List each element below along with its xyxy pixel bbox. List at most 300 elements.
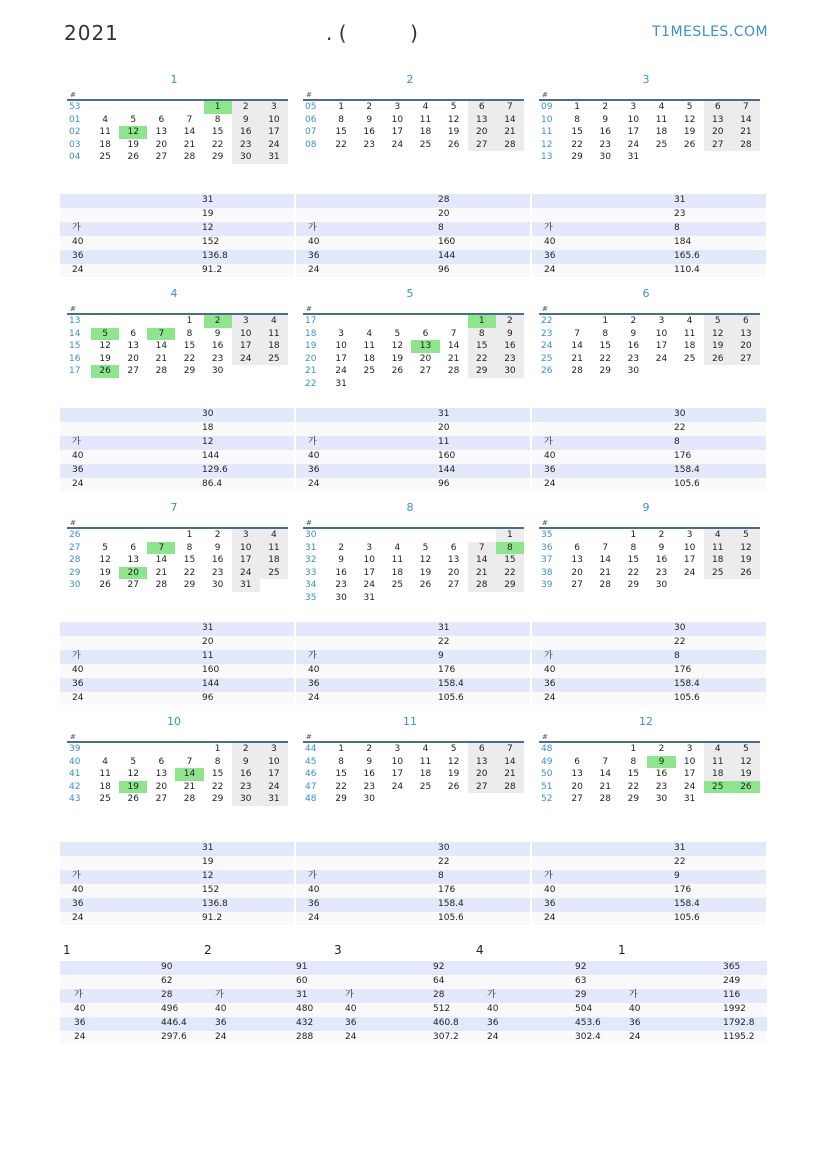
day-cell[interactable]: 2 xyxy=(658,744,665,754)
day-cell[interactable]: 9 xyxy=(232,756,260,769)
day-cell[interactable]: 12 xyxy=(127,769,139,780)
day-cell[interactable]: 16 xyxy=(211,341,224,352)
day-cell[interactable]: 30 xyxy=(232,793,260,806)
day-cell[interactable]: 26 xyxy=(683,139,696,150)
day-cell[interactable]: 23 xyxy=(363,781,375,792)
day-cell[interactable]: 15 xyxy=(211,127,224,138)
day-cell[interactable]: 14 xyxy=(175,768,203,781)
day-cell[interactable]: 9 xyxy=(232,114,260,127)
day-cell[interactable]: 18 xyxy=(683,341,696,352)
day-cell[interactable]: 18 xyxy=(260,554,288,567)
day-cell[interactable]: 22 xyxy=(599,353,611,364)
day-cell[interactable]: 25 xyxy=(260,353,288,366)
day-cell[interactable]: 4 xyxy=(102,114,108,125)
day-cell[interactable]: 26 xyxy=(447,781,460,792)
day-cell[interactable]: 3 xyxy=(686,744,693,754)
day-cell[interactable]: 16 xyxy=(232,768,260,781)
day-cell[interactable]: 12 xyxy=(447,114,460,125)
day-cell[interactable]: 6 xyxy=(130,328,137,339)
day-cell[interactable]: 7 xyxy=(602,542,609,553)
day-cell[interactable]: 10 xyxy=(260,114,288,127)
day-cell[interactable]: 8 xyxy=(574,114,580,125)
day-cell[interactable]: 1 xyxy=(186,316,193,326)
day-cell[interactable]: 7 xyxy=(496,100,524,114)
day-cell[interactable]: 30 xyxy=(335,592,347,603)
day-cell[interactable]: 27 xyxy=(468,139,496,152)
day-cell[interactable]: 5 xyxy=(450,102,457,112)
day-cell[interactable]: 15 xyxy=(627,555,640,566)
day-cell[interactable]: 7 xyxy=(147,328,175,341)
day-cell[interactable]: 20 xyxy=(419,353,432,364)
day-cell[interactable]: 4 xyxy=(394,542,401,553)
day-cell[interactable]: 15 xyxy=(183,555,196,566)
day-cell[interactable]: 26 xyxy=(732,567,760,580)
day-cell[interactable]: 17 xyxy=(655,341,668,352)
day-cell[interactable]: 30 xyxy=(655,580,668,591)
day-cell[interactable]: 13 xyxy=(127,555,139,566)
day-cell[interactable]: 28 xyxy=(183,794,196,805)
day-cell[interactable]: 10 xyxy=(391,756,404,767)
day-cell[interactable]: 24 xyxy=(232,567,260,580)
day-cell[interactable]: 25 xyxy=(363,366,375,377)
day-cell[interactable]: 14 xyxy=(183,127,196,138)
day-cell[interactable]: 21 xyxy=(155,353,168,364)
day-cell[interactable]: 24 xyxy=(683,781,696,792)
day-cell[interactable]: 29 xyxy=(468,365,496,378)
day-cell[interactable]: 10 xyxy=(335,341,347,352)
day-cell[interactable]: 14 xyxy=(155,341,168,352)
day-cell[interactable]: 4 xyxy=(422,744,429,754)
day-cell[interactable]: 31 xyxy=(335,378,347,389)
day-cell[interactable]: 9 xyxy=(630,328,637,339)
day-cell[interactable]: 7 xyxy=(450,328,457,339)
day-cell[interactable]: 9 xyxy=(366,114,373,125)
day-cell[interactable]: 7 xyxy=(186,114,193,125)
day-cell[interactable]: 13 xyxy=(447,555,460,566)
day-cell[interactable]: 1 xyxy=(338,744,344,754)
day-cell[interactable]: 8 xyxy=(186,328,193,339)
day-cell[interactable]: 13 xyxy=(468,756,496,769)
day-cell[interactable]: 16 xyxy=(232,126,260,139)
day-cell[interactable]: 4 xyxy=(102,756,108,767)
day-cell[interactable]: 7 xyxy=(732,100,760,114)
day-cell[interactable]: 3 xyxy=(232,314,260,328)
day-cell[interactable]: 19 xyxy=(732,554,760,567)
day-cell[interactable]: 25 xyxy=(704,567,732,580)
day-cell[interactable]: 3 xyxy=(338,328,344,339)
day-cell[interactable]: 27 xyxy=(571,794,583,805)
day-cell[interactable]: 13 xyxy=(155,769,168,780)
day-cell[interactable]: 27 xyxy=(127,366,139,377)
day-cell[interactable]: 31 xyxy=(232,579,260,592)
day-cell[interactable]: 8 xyxy=(630,542,637,553)
day-cell[interactable]: 7 xyxy=(574,328,580,339)
day-cell[interactable]: 21 xyxy=(732,126,760,139)
day-cell[interactable]: 14 xyxy=(468,554,496,567)
day-cell[interactable]: 2 xyxy=(232,100,260,114)
day-cell[interactable]: 7 xyxy=(468,542,496,555)
day-cell[interactable]: 14 xyxy=(496,114,524,127)
day-cell[interactable]: 10 xyxy=(232,328,260,341)
day-cell[interactable]: 16 xyxy=(335,567,347,578)
day-cell[interactable]: 24 xyxy=(655,353,668,364)
day-cell[interactable]: 22 xyxy=(335,781,347,792)
day-cell[interactable]: 10 xyxy=(655,328,668,339)
day-cell[interactable]: 31 xyxy=(260,793,288,806)
day-cell[interactable]: 19 xyxy=(391,353,404,364)
day-cell[interactable]: 20 xyxy=(155,781,168,792)
day-cell[interactable]: 22 xyxy=(627,567,640,578)
day-cell[interactable]: 19 xyxy=(127,139,139,150)
day-cell[interactable]: 18 xyxy=(419,127,432,138)
day-cell[interactable]: 17 xyxy=(260,768,288,781)
day-cell[interactable]: 19 xyxy=(99,567,111,578)
day-cell[interactable]: 26 xyxy=(732,781,760,794)
day-cell[interactable]: 12 xyxy=(732,756,760,769)
day-cell[interactable]: 24 xyxy=(627,139,640,150)
day-cell[interactable]: 7 xyxy=(496,742,524,756)
day-cell[interactable]: 1 xyxy=(630,744,637,754)
day-cell[interactable]: 27 xyxy=(155,152,168,163)
day-cell[interactable]: 23 xyxy=(232,139,260,152)
day-cell[interactable]: 15 xyxy=(335,127,347,138)
day-cell[interactable]: 15 xyxy=(496,554,524,567)
day-cell[interactable]: 12 xyxy=(704,328,732,341)
day-cell[interactable]: 29 xyxy=(599,366,611,377)
day-cell[interactable]: 12 xyxy=(732,542,760,555)
day-cell[interactable]: 8 xyxy=(186,542,193,553)
day-cell[interactable]: 18 xyxy=(704,554,732,567)
day-cell[interactable]: 23 xyxy=(211,567,224,578)
day-cell[interactable]: 28 xyxy=(571,366,583,377)
day-cell[interactable]: 3 xyxy=(260,742,288,756)
day-cell[interactable]: 28 xyxy=(732,139,760,152)
day-cell[interactable]: 17 xyxy=(391,127,404,138)
day-cell[interactable]: 27 xyxy=(447,580,460,591)
day-cell[interactable]: 27 xyxy=(732,353,760,366)
day-cell[interactable]: 27 xyxy=(704,139,732,152)
day-cell[interactable]: 18 xyxy=(704,768,732,781)
day-cell[interactable]: 26 xyxy=(127,794,139,805)
day-cell[interactable]: 12 xyxy=(391,341,404,352)
day-cell[interactable]: 17 xyxy=(363,567,375,578)
day-cell[interactable]: 3 xyxy=(394,744,401,754)
day-cell[interactable]: 29 xyxy=(571,152,583,163)
day-cell[interactable]: 20 xyxy=(127,353,139,364)
day-cell[interactable]: 24 xyxy=(260,139,288,152)
day-cell[interactable]: 5 xyxy=(732,742,760,756)
day-cell[interactable]: 6 xyxy=(732,314,760,328)
day-cell[interactable]: 4 xyxy=(260,314,288,328)
day-cell[interactable]: 25 xyxy=(419,781,432,792)
day-cell[interactable]: 10 xyxy=(627,114,640,125)
day-cell[interactable]: 28 xyxy=(468,579,496,592)
day-cell[interactable]: 29 xyxy=(627,580,640,591)
day-cell[interactable]: 21 xyxy=(496,126,524,139)
day-cell[interactable]: 18 xyxy=(655,127,668,138)
day-cell[interactable]: 11 xyxy=(260,328,288,341)
day-cell[interactable]: 21 xyxy=(599,781,611,792)
day-cell[interactable]: 16 xyxy=(655,769,668,780)
day-cell[interactable]: 9 xyxy=(214,542,221,553)
day-cell[interactable]: 10 xyxy=(232,542,260,555)
day-cell[interactable]: 7 xyxy=(147,542,175,555)
day-cell[interactable]: 20 xyxy=(155,139,168,150)
day-cell[interactable]: 11 xyxy=(260,542,288,555)
day-cell[interactable]: 24 xyxy=(260,781,288,794)
day-cell[interactable]: 26 xyxy=(419,580,432,591)
day-cell[interactable]: 4 xyxy=(704,528,732,542)
day-cell[interactable]: 5 xyxy=(732,528,760,542)
day-cell[interactable]: 16 xyxy=(496,340,524,353)
day-cell[interactable]: 15 xyxy=(599,341,611,352)
day-cell[interactable]: 18 xyxy=(99,139,111,150)
day-cell[interactable]: 15 xyxy=(468,340,496,353)
day-cell[interactable]: 22 xyxy=(211,781,224,792)
day-cell[interactable]: 13 xyxy=(127,341,139,352)
day-cell[interactable]: 5 xyxy=(686,102,693,112)
day-cell[interactable]: 24 xyxy=(391,139,404,150)
day-cell[interactable]: 25 xyxy=(419,139,432,150)
day-cell[interactable]: 29 xyxy=(335,794,347,805)
day-cell[interactable]: 28 xyxy=(155,580,168,591)
day-cell[interactable]: 12 xyxy=(419,555,432,566)
day-cell[interactable]: 5 xyxy=(91,328,119,341)
day-cell[interactable]: 11 xyxy=(99,127,111,138)
day-cell[interactable]: 29 xyxy=(211,794,224,805)
day-cell[interactable]: 11 xyxy=(655,114,668,125)
day-cell[interactable]: 30 xyxy=(363,794,375,805)
day-cell[interactable]: 20 xyxy=(119,567,147,580)
day-cell[interactable]: 26 xyxy=(391,366,404,377)
day-cell[interactable]: 23 xyxy=(335,580,347,591)
day-cell[interactable]: 29 xyxy=(211,152,224,163)
day-cell[interactable]: 2 xyxy=(232,742,260,756)
day-cell[interactable]: 4 xyxy=(704,742,732,756)
day-cell[interactable]: 8 xyxy=(338,756,344,767)
day-cell[interactable]: 18 xyxy=(391,567,404,578)
day-cell[interactable]: 6 xyxy=(574,542,580,553)
day-cell[interactable]: 18 xyxy=(363,353,375,364)
day-cell[interactable]: 10 xyxy=(683,756,696,767)
day-cell[interactable]: 22 xyxy=(627,781,640,792)
day-cell[interactable]: 31 xyxy=(363,592,375,603)
day-cell[interactable]: 6 xyxy=(468,100,496,114)
day-cell[interactable]: 6 xyxy=(450,542,457,553)
day-cell[interactable]: 12 xyxy=(99,341,111,352)
day-cell[interactable]: 19 xyxy=(419,567,432,578)
day-cell[interactable]: 2 xyxy=(630,316,637,326)
day-cell[interactable]: 25 xyxy=(704,781,732,794)
day-cell[interactable]: 16 xyxy=(627,341,640,352)
day-cell[interactable]: 1 xyxy=(468,314,496,328)
day-cell[interactable]: 8 xyxy=(630,756,637,767)
day-cell[interactable]: 5 xyxy=(704,314,732,328)
day-cell[interactable]: 22 xyxy=(335,139,347,150)
day-cell[interactable]: 24 xyxy=(335,366,347,377)
day-cell[interactable]: 9 xyxy=(496,328,524,341)
day-cell[interactable]: 26 xyxy=(704,353,732,366)
day-cell[interactable]: 21 xyxy=(155,567,168,578)
day-cell[interactable]: 31 xyxy=(683,794,696,805)
day-cell[interactable]: 26 xyxy=(447,139,460,150)
day-cell[interactable]: 1 xyxy=(630,530,637,540)
day-cell[interactable]: 29 xyxy=(496,579,524,592)
day-cell[interactable]: 5 xyxy=(394,328,401,339)
day-cell[interactable]: 1 xyxy=(496,528,524,542)
day-cell[interactable]: 1 xyxy=(186,530,193,540)
day-cell[interactable]: 8 xyxy=(602,328,609,339)
day-cell[interactable]: 2 xyxy=(366,744,373,754)
day-cell[interactable]: 21 xyxy=(496,768,524,781)
day-cell[interactable]: 23 xyxy=(655,781,668,792)
day-cell[interactable]: 21 xyxy=(468,567,496,580)
day-cell[interactable]: 11 xyxy=(99,769,111,780)
day-cell[interactable]: 22 xyxy=(183,353,196,364)
day-cell[interactable]: 20 xyxy=(571,781,583,792)
day-cell[interactable]: 25 xyxy=(391,580,404,591)
day-cell[interactable]: 24 xyxy=(363,580,375,591)
day-cell[interactable]: 15 xyxy=(335,769,347,780)
day-cell[interactable]: 13 xyxy=(571,555,583,566)
day-cell[interactable]: 9 xyxy=(214,328,221,339)
day-cell[interactable]: 9 xyxy=(338,555,344,566)
day-cell[interactable]: 20 xyxy=(468,126,496,139)
day-cell[interactable]: 28 xyxy=(599,794,611,805)
day-cell[interactable]: 22 xyxy=(211,139,224,150)
day-cell[interactable]: 30 xyxy=(627,366,640,377)
day-cell[interactable]: 1 xyxy=(574,102,580,112)
day-cell[interactable]: 25 xyxy=(99,794,111,805)
day-cell[interactable]: 24 xyxy=(232,353,260,366)
day-cell[interactable]: 15 xyxy=(627,769,640,780)
day-cell[interactable]: 17 xyxy=(335,353,347,364)
day-cell[interactable]: 18 xyxy=(99,781,111,792)
day-cell[interactable]: 21 xyxy=(183,781,196,792)
day-cell[interactable]: 3 xyxy=(394,102,401,112)
day-cell[interactable]: 4 xyxy=(260,528,288,542)
day-cell[interactable]: 10 xyxy=(260,756,288,769)
day-cell[interactable]: 26 xyxy=(127,152,139,163)
day-cell[interactable]: 2 xyxy=(338,542,344,553)
day-cell[interactable]: 13 xyxy=(155,127,168,138)
day-cell[interactable]: 21 xyxy=(447,353,460,364)
day-cell[interactable]: 6 xyxy=(704,100,732,114)
day-cell[interactable]: 11 xyxy=(363,341,375,352)
day-cell[interactable]: 22 xyxy=(571,139,583,150)
day-cell[interactable]: 17 xyxy=(627,127,640,138)
day-cell[interactable]: 1 xyxy=(602,316,609,326)
day-cell[interactable]: 19 xyxy=(704,340,732,353)
site-logo[interactable]: T1MESLES.COM xyxy=(652,24,769,40)
day-cell[interactable]: 11 xyxy=(704,542,732,555)
day-cell[interactable]: 20 xyxy=(732,340,760,353)
day-cell[interactable]: 30 xyxy=(211,366,224,377)
day-cell[interactable]: 20 xyxy=(571,567,583,578)
day-cell[interactable]: 26 xyxy=(99,580,111,591)
day-cell[interactable]: 11 xyxy=(704,756,732,769)
day-cell[interactable]: 22 xyxy=(468,353,496,366)
day-cell[interactable]: 3 xyxy=(232,528,260,542)
day-cell[interactable]: 1 xyxy=(338,102,344,112)
day-cell[interactable]: 27 xyxy=(571,580,583,591)
day-cell[interactable]: 19 xyxy=(683,127,696,138)
day-cell[interactable]: 8 xyxy=(214,114,221,125)
day-cell[interactable]: 7 xyxy=(602,756,609,767)
day-cell[interactable]: 12 xyxy=(119,126,147,139)
day-cell[interactable]: 14 xyxy=(599,555,611,566)
day-cell[interactable]: 22 xyxy=(496,567,524,580)
day-cell[interactable]: 4 xyxy=(422,102,429,112)
day-cell[interactable]: 14 xyxy=(155,555,168,566)
day-cell[interactable]: 30 xyxy=(211,580,224,591)
day-cell[interactable]: 20 xyxy=(704,126,732,139)
day-cell[interactable]: 19 xyxy=(732,768,760,781)
day-cell[interactable]: 5 xyxy=(422,542,429,553)
day-cell[interactable]: 2 xyxy=(602,102,609,112)
day-cell[interactable]: 17 xyxy=(391,769,404,780)
day-cell[interactable]: 28 xyxy=(183,152,196,163)
day-cell[interactable]: 27 xyxy=(468,781,496,794)
day-cell[interactable]: 14 xyxy=(496,756,524,769)
day-cell[interactable]: 1 xyxy=(204,100,232,114)
day-cell[interactable]: 9 xyxy=(602,114,609,125)
day-cell[interactable]: 18 xyxy=(419,769,432,780)
day-cell[interactable]: 16 xyxy=(363,769,375,780)
day-cell[interactable]: 16 xyxy=(599,127,611,138)
day-cell[interactable]: 24 xyxy=(391,781,404,792)
day-cell[interactable]: 13 xyxy=(732,328,760,341)
day-cell[interactable]: 23 xyxy=(211,353,224,364)
day-cell[interactable]: 17 xyxy=(232,340,260,353)
day-cell[interactable]: 23 xyxy=(232,781,260,794)
day-cell[interactable]: 7 xyxy=(186,756,193,767)
day-cell[interactable]: 4 xyxy=(658,102,665,112)
day-cell[interactable]: 8 xyxy=(468,328,496,341)
day-cell[interactable]: 14 xyxy=(447,341,460,352)
day-cell[interactable]: 3 xyxy=(658,316,665,326)
day-cell[interactable]: 10 xyxy=(391,114,404,125)
day-cell[interactable]: 3 xyxy=(686,530,693,540)
day-cell[interactable]: 19 xyxy=(447,769,460,780)
day-cell[interactable]: 13 xyxy=(571,769,583,780)
day-cell[interactable]: 13 xyxy=(468,114,496,127)
day-cell[interactable]: 14 xyxy=(571,341,583,352)
day-cell[interactable]: 9 xyxy=(658,542,665,553)
day-cell[interactable]: 28 xyxy=(155,366,168,377)
day-cell[interactable]: 30 xyxy=(655,794,668,805)
day-cell[interactable]: 5 xyxy=(130,756,137,767)
day-cell[interactable]: 14 xyxy=(732,114,760,127)
day-cell[interactable]: 3 xyxy=(260,100,288,114)
day-cell[interactable]: 21 xyxy=(183,139,196,150)
day-cell[interactable]: 30 xyxy=(599,152,611,163)
day-cell[interactable]: 10 xyxy=(363,555,375,566)
day-cell[interactable]: 21 xyxy=(571,353,583,364)
day-cell[interactable]: 12 xyxy=(447,756,460,767)
day-cell[interactable]: 12 xyxy=(99,555,111,566)
day-cell[interactable]: 13 xyxy=(411,340,439,353)
day-cell[interactable]: 17 xyxy=(683,769,696,780)
day-cell[interactable]: 22 xyxy=(183,567,196,578)
day-cell[interactable]: 15 xyxy=(211,769,224,780)
day-cell[interactable]: 25 xyxy=(683,353,696,364)
day-cell[interactable]: 27 xyxy=(419,366,432,377)
day-cell[interactable]: 19 xyxy=(99,353,111,364)
day-cell[interactable]: 4 xyxy=(366,328,373,339)
day-cell[interactable]: 19 xyxy=(447,127,460,138)
day-cell[interactable]: 25 xyxy=(260,567,288,580)
